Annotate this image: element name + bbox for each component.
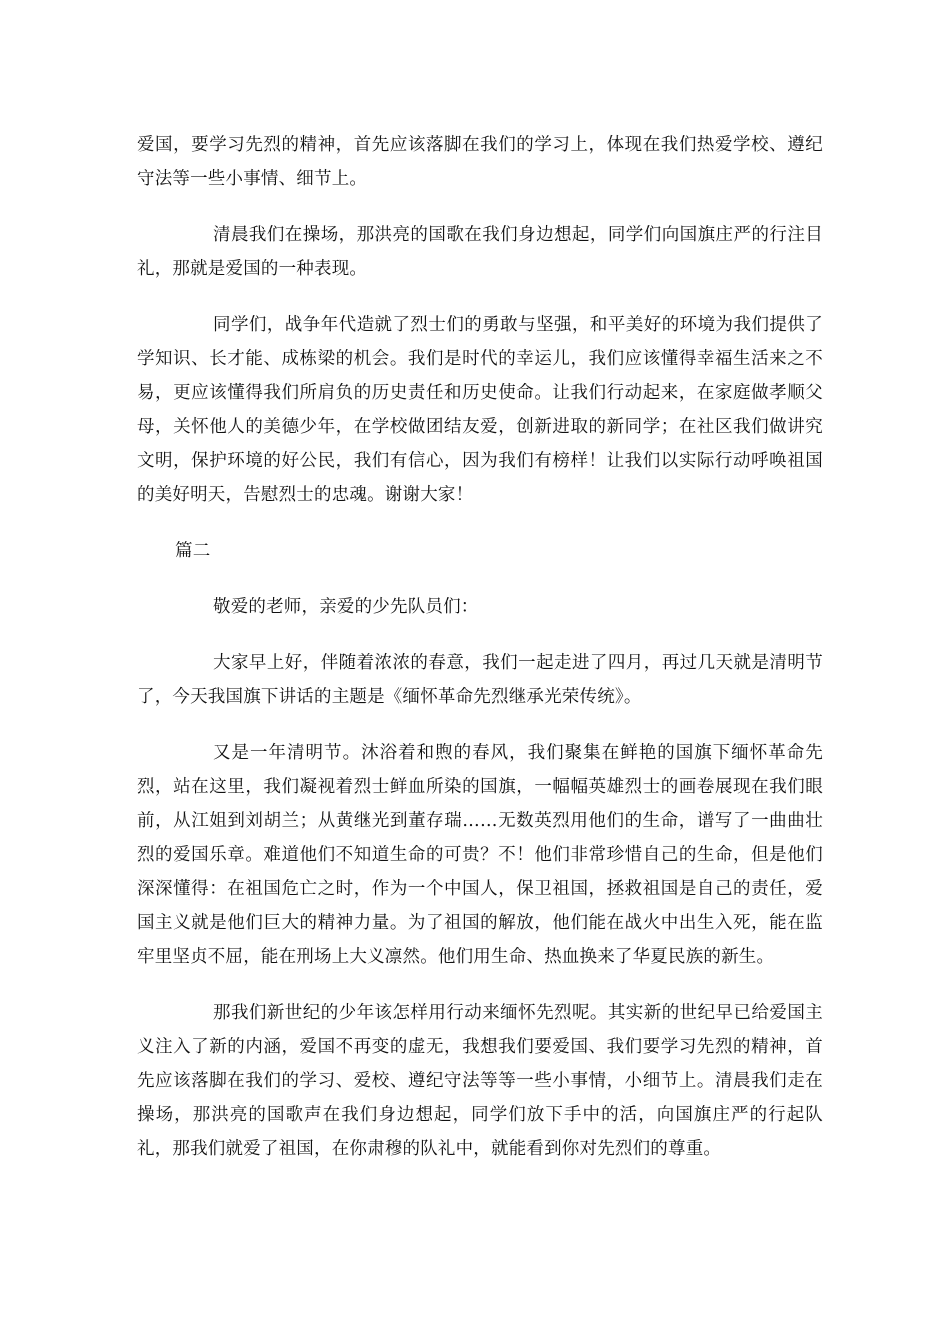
paragraph-greeting: 大家早上好，伴随着浓浓的春意，我们一起走进了四月，再过几天就是清明节了，今天我国旗下讲话的主题是《缅怀革命先烈继承光荣传统》。: [137, 653, 823, 707]
paragraph-gap: [137, 568, 823, 590]
paragraph-morning-anthem: 清晨我们在操场，那洪亮的国歌在我们身边想起，同学们向国旗庄严的行注目礼，那就是爱国的一种表现。: [137, 225, 823, 279]
paragraph-gap: [137, 286, 823, 308]
paragraph-new-century: 那我们新世纪的少年该怎样用行动来缅怀先烈呢。其实新的世纪早已给爱国主义注入了新的内涵，爱国不再变的虚无，我想我们要爱国、我们要学习先烈的精神，首先应该落脚在我们的学习、爱校、遵纪守法等等一些小事情，小细节上。清晨我们走在操场，那洪亮的国歌声在我们身边想起，同学们放下手中的活，向国旗庄严的行起队礼，那我们就爱了祖国，在你肃穆的队礼中，就能看到你对先烈们的尊重。: [137, 1003, 823, 1159]
paragraph-gap: [137, 974, 823, 996]
paragraph-gap: [137, 512, 823, 534]
paragraph-gap: [137, 196, 823, 218]
section-heading: 篇二: [175, 541, 211, 561]
paragraph-gap: [137, 624, 823, 646]
paragraph-continuation: 爱国，要学习先烈的精神，首先应该落脚在我们的学习上，体现在我们热爱学校、遵纪守法等一些小事情、细节上。: [137, 135, 823, 189]
document-body: [137, 128, 823, 1166]
paragraph-gap: [137, 714, 823, 736]
salutation: 敬爱的老师，亲爱的少先队员们：: [213, 597, 479, 617]
paragraph-call-to-action: 同学们，战争年代造就了烈士们的勇敢与坚强，和平美好的环境为我们提供了学知识、长才能、成栋梁的机会。我们是时代的幸运儿，我们应该懂得幸福生活来之不易，更应该懂得我们所肩负的历史责任和历史使命。让我们行动起来，在家庭做孝顺父母，关怀他人的美德少年，在学校做团结友爱，创新进取的新同学；在社区我们做讲究文明，保护环境的好公民，我们有信心，因为我们有榜样！让我们以实际行动呼唤祖国的美好明天，告慰烈士的忠魂。谢谢大家！: [137, 315, 823, 505]
paragraph-qingming: 又是一年清明节。沐浴着和煦的春风，我们聚集在鲜艳的国旗下缅怀革命先烈，站在这里，我们凝视着烈士鲜血所染的国旗，一幅幅英雄烈士的画卷展现在我们眼前，从江姐到刘胡兰；从黄继光到董存瑞……无数英烈用他们的生命，谱写了一曲曲壮烈的爱国乐章。难道他们不知道生命的可贵？不！他们非常珍惜自己的生命，但是他们深深懂得：在祖国危亡之时，作为一个中国人，保卫祖国，拯救祖国是自己的责任，爱国主义就是他们巨大的精神力量。为了祖国的解放，他们能在战火中出生入死，能在监牢里坚贞不屈，能在刑场上大义凛然。他们用生命、热血换来了华夏民族的新生。: [137, 743, 823, 967]
